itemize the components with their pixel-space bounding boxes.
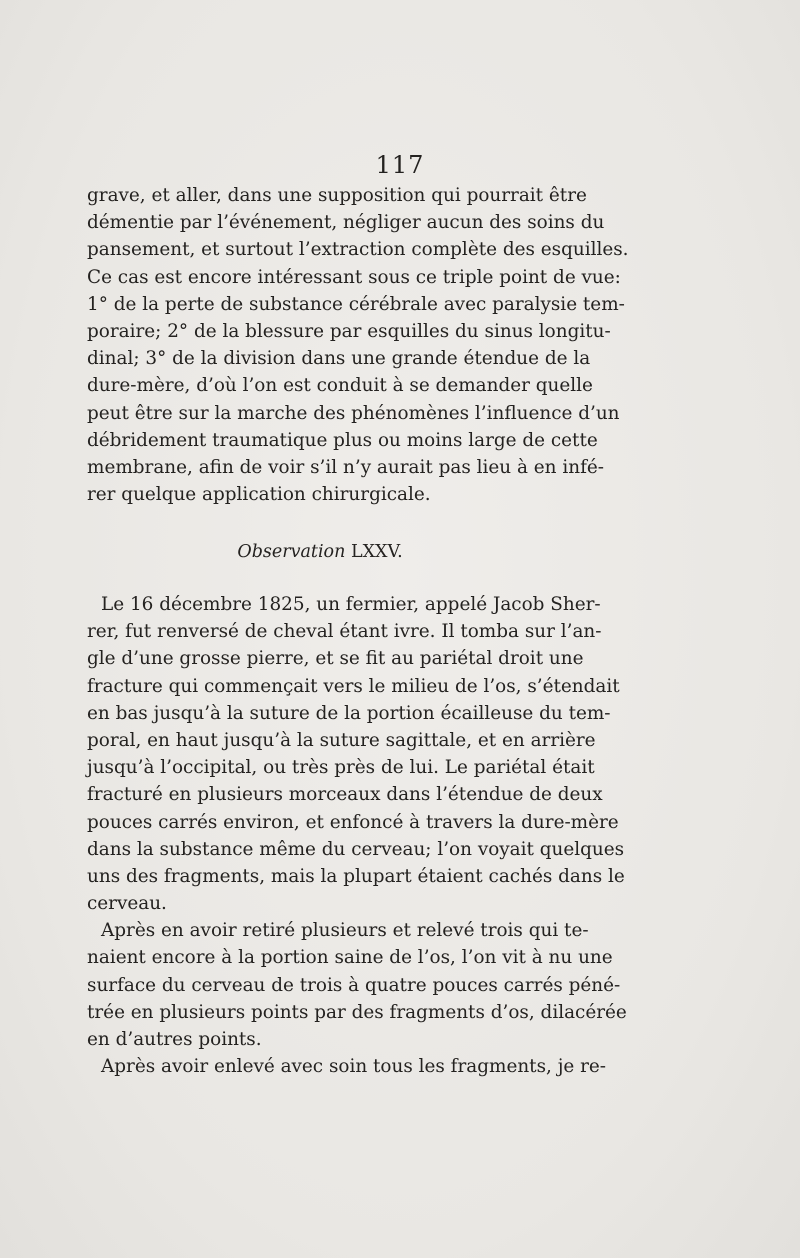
- paragraph-intro: [87, 182, 629, 508]
- text-line: dure-mère, d’où l’on est conduit à se demander quelle: [87, 375, 593, 397]
- page-number: 117: [375, 151, 425, 179]
- text-line: dans la substance même du cerveau; l’on voyait quelques: [87, 838, 625, 860]
- text-line: débridement traumatique plus ou moins large de cette: [87, 429, 598, 451]
- text-line: gle d’une grosse pierre, et se fit au pariétal droit une: [87, 648, 584, 670]
- text-line: Après en avoir retiré plusieurs et relevé trois qui te-: [101, 920, 589, 942]
- text-line: membrane, afin de voir s’il n’y aurait pas lieu à en infé-: [87, 456, 604, 478]
- text-line: pouces carrés environ, et enfoncé à travers la dure-mère: [87, 811, 619, 833]
- text-line: Le 16 décembre 1825, un fermier, appelé Jacob Sher-: [101, 594, 601, 615]
- text-line: Après avoir enlevé avec soin tous les fragments, je re-: [101, 1056, 607, 1078]
- text-line: naient encore à la portion saine de l’os, l’on vit à nu une: [87, 947, 613, 969]
- text-line: en bas jusqu’à la suture de la portion écailleuse du tem-: [87, 702, 611, 724]
- text-line: grave, et aller, dans une supposition qui pourrait être: [87, 185, 587, 206]
- text-line: pansement, et surtout l’extraction complète des esquilles.: [87, 239, 629, 261]
- text-line: rer quelque application chirurgicale.: [87, 484, 431, 506]
- observation-heading: [0, 540, 640, 564]
- text-line: jusqu’à l’occipital, ou très près de lui. Le pariétal était: [87, 757, 595, 779]
- text-line: peut être sur la marche des phénomènes l’influence d’un: [87, 402, 620, 424]
- text-line: rer, fut renversé de cheval étant ivre. Il tomba sur l’an-: [87, 621, 602, 643]
- text-line: en d’autres points.: [87, 1029, 262, 1050]
- text-line: uns des fragments, mais la plupart étaient cachés dans le: [87, 865, 625, 887]
- text-line: 1° de la perte de substance cérébrale avec paralysie tem-: [87, 293, 625, 315]
- text-line: surface du cerveau de trois à quatre pouces carrés péné-: [87, 974, 621, 996]
- text-line: fracture qui commençait vers le milieu de l’os, s’étendait: [87, 675, 620, 697]
- observation-body: [87, 591, 627, 1080]
- text-line: dinal; 3° de la division dans une grande étendue de la: [87, 348, 591, 370]
- observation-number: LXXV.: [350, 542, 403, 562]
- text-line: poraire; 2° de la blessure par esquilles du sinus longitu-: [87, 320, 611, 342]
- observation-label: Observation: [237, 542, 346, 562]
- text-line: cerveau.: [87, 893, 167, 915]
- text-line: démentie par l’événement, négliger aucun des soins du: [87, 212, 605, 234]
- text-line: poral, en haut jusqu’à la suture sagittale, et en arrière: [87, 729, 596, 751]
- text-line: Ce cas est encore intéressant sous ce triple point de vue:: [87, 266, 621, 288]
- text-line: trée en plusieurs points par des fragments d’os, dilacérée: [87, 1001, 627, 1023]
- text-line: fracturé en plusieurs morceaux dans l’étendue de deux: [87, 784, 603, 806]
